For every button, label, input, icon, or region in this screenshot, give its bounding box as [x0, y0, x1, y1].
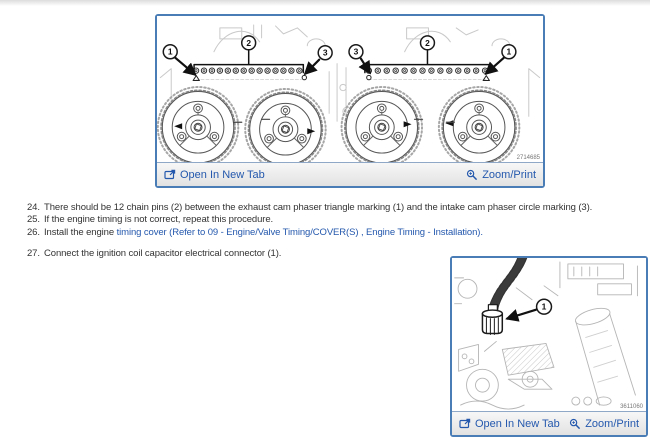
open-in-new-tab-label: Open In New Tab [180, 168, 265, 181]
timing-diagram-canvas [157, 16, 543, 162]
callout-number: 2 [246, 37, 252, 48]
open-in-new-tab-link[interactable] [164, 169, 265, 181]
callout-3-right [349, 45, 363, 59]
open-in-new-tab-label: Open In New Tab [475, 417, 560, 430]
timing-diagram-panel [155, 14, 545, 188]
callout-number: 1 [506, 46, 512, 57]
figure-number: 2714685 [516, 155, 540, 161]
zoom-print-link[interactable] [466, 169, 536, 181]
instruction-text: Install the engine [44, 226, 117, 238]
callout-number: 1 [541, 301, 547, 312]
capacitor-connector-diagram [452, 258, 646, 411]
engine-bay-background [455, 262, 638, 409]
callout-number: 3 [322, 47, 328, 58]
ignition-coil-capacitor [482, 305, 502, 335]
instruction-text: If the engine timing is not correct, repeat this procedure. [44, 214, 274, 226]
callout-1 [537, 299, 552, 314]
callout-3-left [318, 46, 332, 60]
callout-arrow [507, 310, 536, 319]
capacitor-diagram-panel [450, 256, 648, 437]
instruction-number: 25. [27, 214, 40, 226]
zoom-print-label: Zoom/Print [482, 168, 536, 181]
instruction-number: 27. [27, 248, 40, 260]
cam-phasers [158, 87, 520, 162]
circle-marking-left [302, 75, 306, 79]
callout-1-left [163, 45, 177, 59]
callout-2-left [242, 36, 256, 50]
callout-1-right [502, 45, 516, 59]
wiring-harness [489, 258, 527, 310]
callout-2-right [421, 36, 435, 50]
instruction-24 [27, 202, 592, 214]
zoom-print-link[interactable] [569, 418, 639, 430]
open-in-new-tab-link[interactable] [459, 418, 560, 430]
open-in-new-tab-icon [164, 169, 176, 180]
open-in-new-tab-icon [459, 418, 471, 429]
callout-arrows [175, 58, 504, 75]
figure-toolbar [157, 162, 543, 186]
instruction-25 [27, 214, 592, 226]
callout-number: 3 [353, 46, 359, 57]
left-bank-intake-phaser [245, 89, 325, 162]
magnifier-icon [466, 169, 478, 181]
magnifier-icon [569, 418, 581, 430]
zoom-print-label: Zoom/Print [585, 417, 639, 430]
instruction-list [27, 202, 592, 261]
chain-pins-left-bank [193, 68, 302, 73]
instruction-text: There should be 12 chain pins (2) between the exhaust cam phaser triangle marking (1) and the intake cam phaser circle marking (3). [44, 202, 593, 213]
callout-number: 1 [167, 46, 173, 57]
timing-cover-reference-link[interactable]: timing cover (Refer to 09 - Engine/Valve Timing/COVER(S) , Engine Timing - Installation). [116, 226, 483, 238]
timing-chain-diagram [157, 16, 543, 162]
instruction-text: Connect the ignition coil capacitor electrical connector (1). [44, 248, 282, 260]
left-bank-exhaust-phaser [158, 87, 238, 162]
capacitor-diagram-canvas [452, 258, 646, 411]
callout-number: 2 [425, 37, 430, 48]
chain-pins-right-bank [366, 68, 488, 73]
instruction-number: 26. [27, 226, 40, 238]
instruction-number: 24. [27, 202, 40, 213]
figure-number: 3611060 [620, 404, 643, 410]
instruction-26 [27, 227, 592, 239]
top-edge-gradient [0, 0, 650, 6]
figure-toolbar [452, 411, 646, 435]
